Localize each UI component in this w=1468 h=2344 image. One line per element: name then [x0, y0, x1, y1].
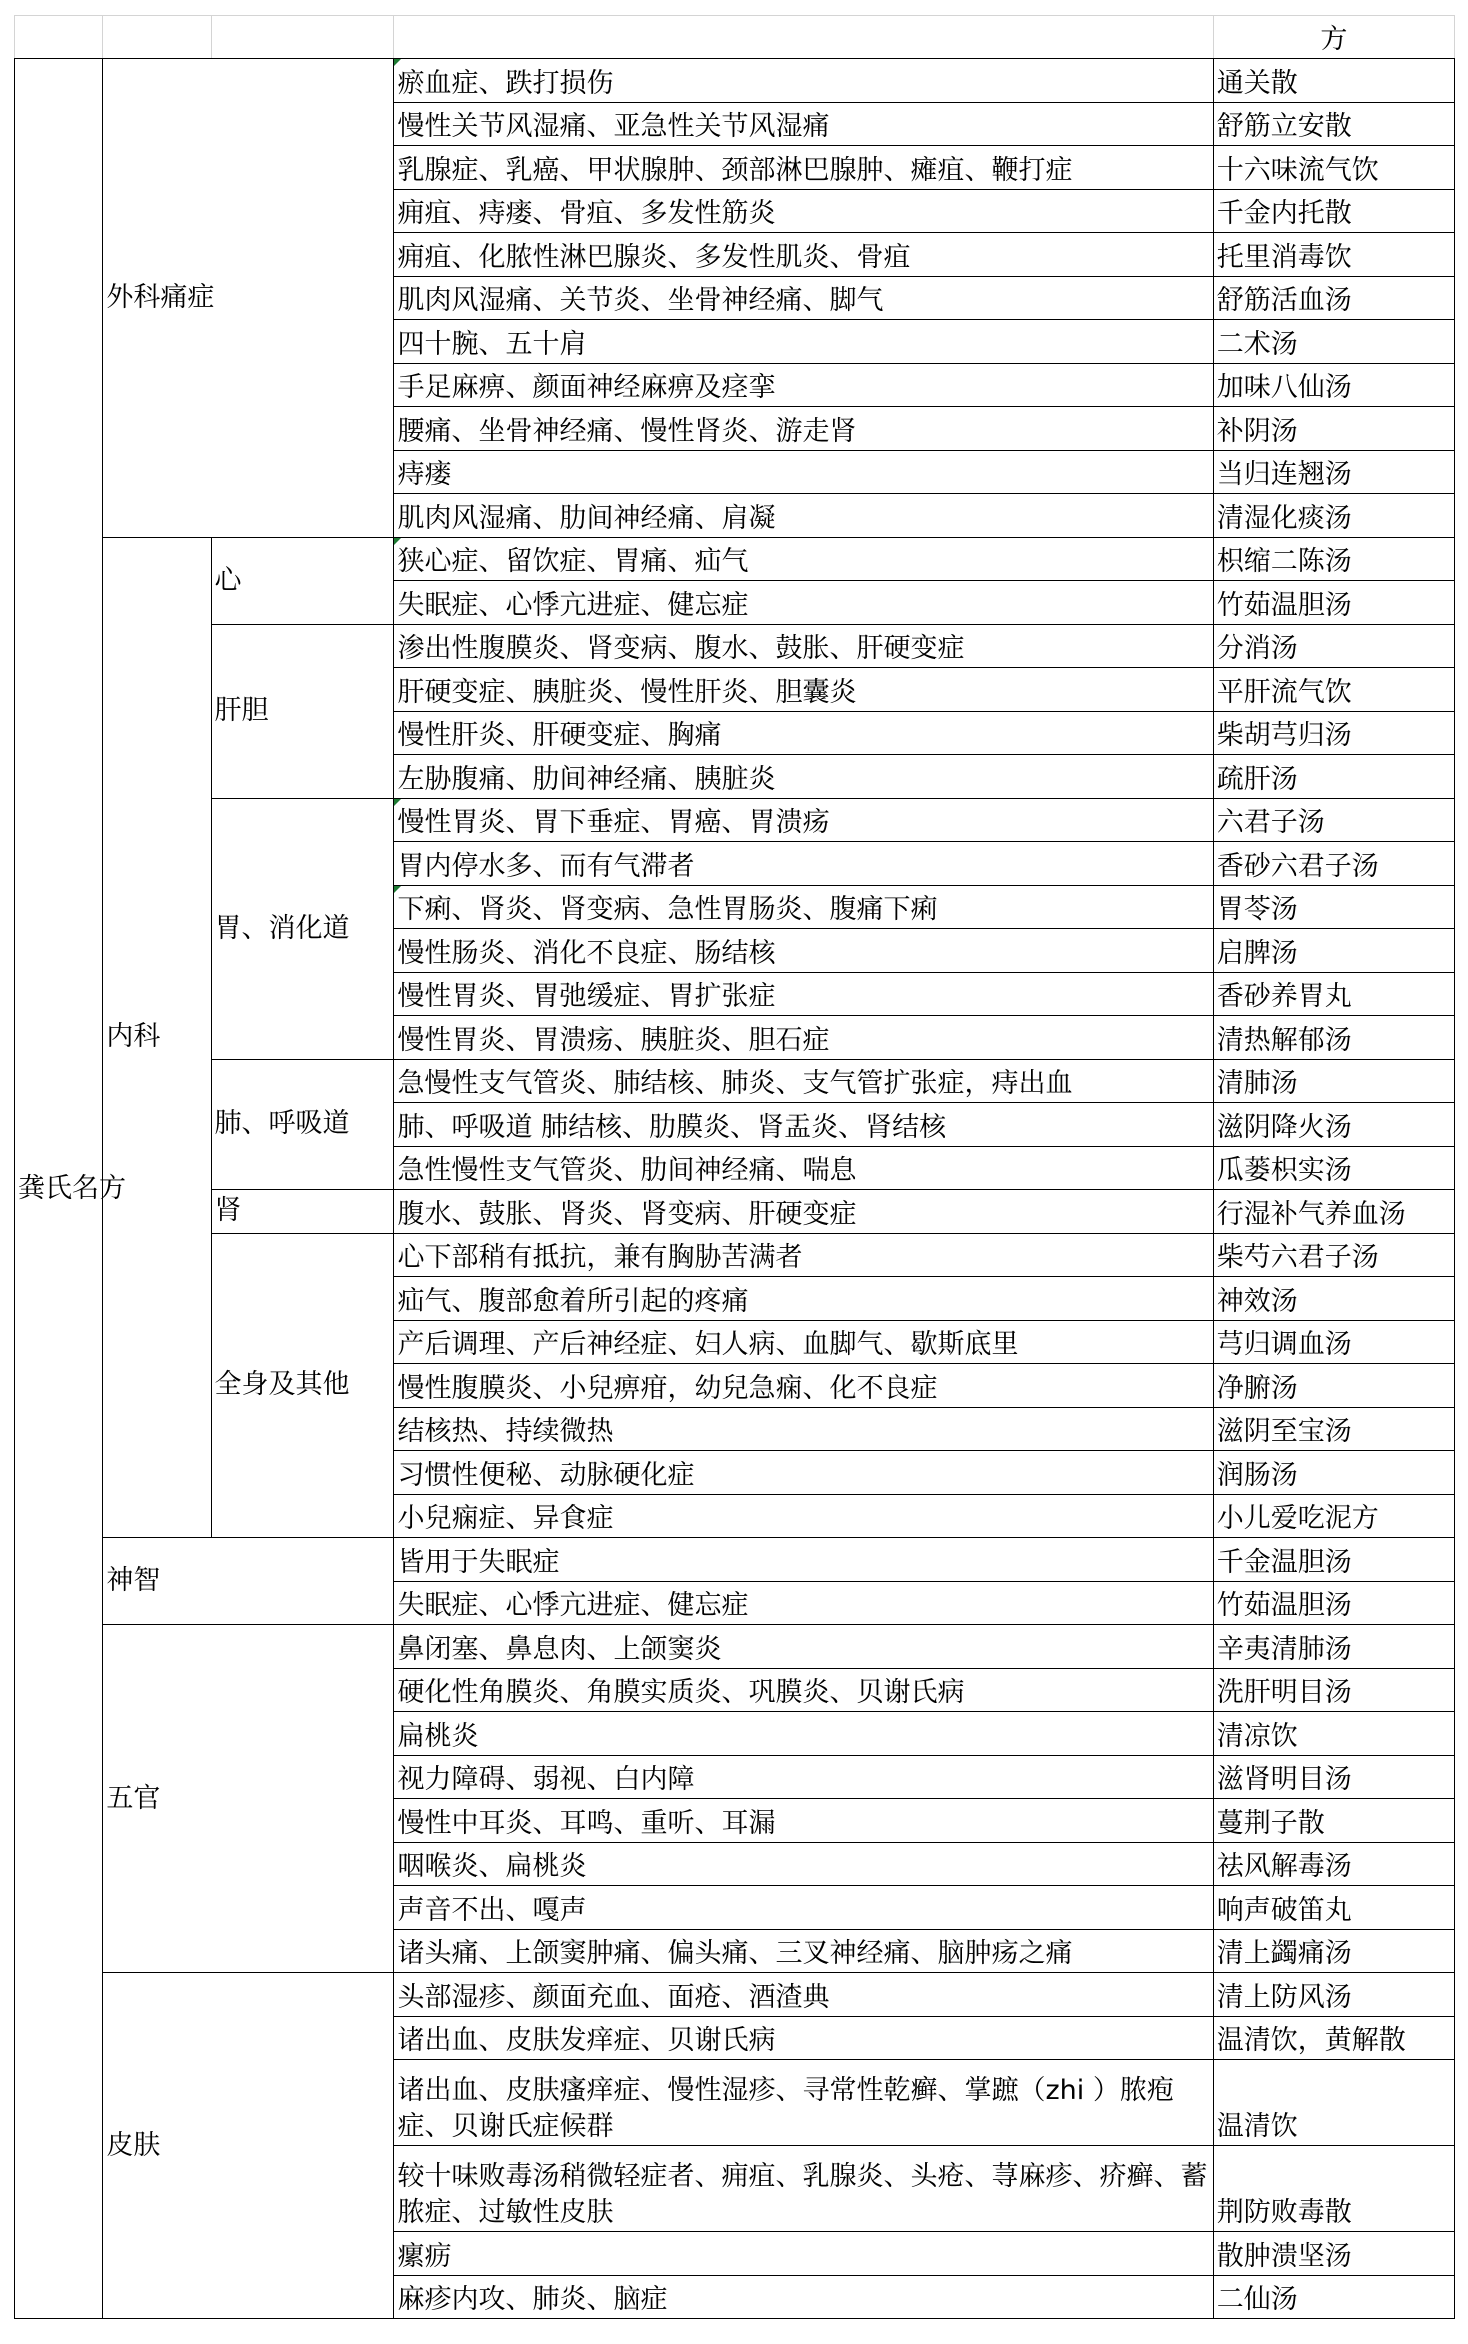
table-row	[15, 624, 1455, 668]
indication-cell[interactable]: 慢性胃炎、胃溃疡、胰脏炎、胆石症	[394, 1016, 1213, 1060]
subcategory-cell[interactable]: 肝胆	[211, 624, 394, 798]
prescription-cell[interactable]: 十六味流气饮	[1213, 146, 1454, 190]
indication-cell[interactable]: 慢性肝炎、肝硬变症、胸痛	[394, 711, 1213, 755]
indication-cell[interactable]: 慢性胃炎、胃下垂症、胃癌、胃溃疡	[394, 798, 1213, 842]
table-row	[15, 1973, 1455, 2017]
indication-cell[interactable]: 乳腺症、乳癌、甲状腺肿、颈部淋巴腺肿、瘫疽、鞭打症	[394, 146, 1213, 190]
category-cell[interactable]: 五官	[103, 1625, 394, 1973]
category-cell[interactable]: 皮肤	[103, 1973, 394, 2319]
prescription-cell[interactable]: 滋阴至宝汤	[1213, 1407, 1454, 1451]
prescription-cell[interactable]: 舒筋立安散	[1213, 102, 1454, 146]
indication-cell[interactable]: 硬化性角膜炎、角膜实质炎、巩膜炎、贝谢氏病	[394, 1668, 1213, 1712]
indication-cell[interactable]: 肌肉风湿痛、关节炎、坐骨神经痛、脚气	[394, 276, 1213, 320]
prescription-cell[interactable]: 净腑汤	[1213, 1364, 1454, 1408]
indication-cell[interactable]: 下痢、肾炎、肾变病、急性胃肠炎、腹痛下痢	[394, 885, 1213, 929]
prescription-cell[interactable]: 神效汤	[1213, 1277, 1454, 1321]
indication-cell[interactable]: 结核热、持续微热	[394, 1407, 1213, 1451]
indication-cell[interactable]: 视力障碍、弱视、白内障	[394, 1755, 1213, 1799]
prescription-cell[interactable]: 清凉饮	[1213, 1712, 1454, 1756]
prescription-cell[interactable]: 温清饮	[1213, 2060, 1454, 2146]
indication-cell[interactable]: 诸出血、皮肤发痒症、贝谢氏病	[394, 2016, 1213, 2060]
prescription-cell[interactable]: 香砂养胃丸	[1213, 972, 1454, 1016]
header-cell-b[interactable]	[103, 16, 211, 59]
indication-cell[interactable]: 较十味败毒汤稍微轻症者、痈疽、乳腺炎、头疮、荨麻疹、疥癣、蓄脓症、过敏性皮肤	[394, 2146, 1213, 2232]
prescription-cell[interactable]: 枳缩二陈汤	[1213, 537, 1454, 581]
prescription-cell[interactable]: 通关散	[1213, 59, 1454, 103]
prescription-cell[interactable]: 柴芍六君子汤	[1213, 1233, 1454, 1277]
indication-cell[interactable]: 瘰疬	[394, 2232, 1213, 2276]
prescription-cell[interactable]: 蔓荆子散	[1213, 1799, 1454, 1843]
prescription-cell[interactable]: 瓜蒌枳实汤	[1213, 1146, 1454, 1190]
prescription-cell[interactable]: 洗肝明目汤	[1213, 1668, 1454, 1712]
prescription-cell[interactable]: 清上蠲痛汤	[1213, 1929, 1454, 1973]
table-row	[15, 59, 1455, 103]
prescription-cell[interactable]: 散肿溃坚汤	[1213, 2232, 1454, 2276]
prescription-cell[interactable]: 二术汤	[1213, 320, 1454, 364]
indication-cell[interactable]: 咽喉炎、扁桃炎	[394, 1842, 1213, 1886]
subcategory-cell[interactable]: 心	[211, 537, 394, 624]
prescription-cell[interactable]: 润肠汤	[1213, 1451, 1454, 1495]
prescription-cell[interactable]: 柴胡芎归汤	[1213, 711, 1454, 755]
indication-cell[interactable]: 诸出血、皮肤瘙痒症、慢性湿疹、寻常性乾癣、掌蹠（zhi ）脓疱症、贝谢氏症候群	[394, 2060, 1213, 2146]
subcategory-cell[interactable]: 肺、呼吸道	[211, 1059, 394, 1190]
prescription-cell[interactable]: 小儿爱吃泥方	[1213, 1494, 1454, 1538]
prescription-cell[interactable]: 平肝流气饮	[1213, 668, 1454, 712]
indication-cell[interactable]: 失眠症、心悸亢进症、健忘症	[394, 581, 1213, 625]
header-row	[15, 16, 1455, 59]
prescription-cell[interactable]: 分消汤	[1213, 624, 1454, 668]
prescription-cell[interactable]: 清热解郁汤	[1213, 1016, 1454, 1060]
indication-cell[interactable]: 痔瘘	[394, 450, 1213, 494]
indication-cell[interactable]: 手足麻痹、颜面神经麻痹及痉挛	[394, 363, 1213, 407]
indication-cell[interactable]: 扁桃炎	[394, 1712, 1213, 1756]
table-row	[15, 1190, 1455, 1234]
subcategory-cell[interactable]: 肾	[211, 1190, 394, 1234]
prescription-cell[interactable]: 辛夷清肺汤	[1213, 1625, 1454, 1669]
indication-cell[interactable]: 麻疹内攻、肺炎、脑症	[394, 2275, 1213, 2319]
prescription-cell[interactable]: 滋阴降火汤	[1213, 1103, 1454, 1147]
prescription-cell[interactable]: 托里消毒饮	[1213, 233, 1454, 277]
prescription-cell[interactable]: 六君子汤	[1213, 798, 1454, 842]
table-row	[15, 1625, 1455, 1669]
prescription-cell[interactable]: 竹茹温胆汤	[1213, 581, 1454, 625]
indication-cell[interactable]: 慢性关节风湿痛、亚急性关节风湿痛	[394, 102, 1213, 146]
indication-cell[interactable]: 四十腕、五十肩	[394, 320, 1213, 364]
prescription-cell[interactable]: 千金温胆汤	[1213, 1538, 1454, 1582]
indication-cell[interactable]: 急性慢性支气管炎、肋间神经痛、喘息	[394, 1146, 1213, 1190]
subcategory-cell[interactable]: 全身及其他	[211, 1233, 394, 1538]
category-cell[interactable]: 神智	[103, 1538, 394, 1625]
indication-cell[interactable]: 急慢性支气管炎、肺结核、肺炎、支气管扩张症，痔出血	[394, 1059, 1213, 1103]
prescription-cell[interactable]: 清上防风汤	[1213, 1973, 1454, 2017]
indication-cell[interactable]: 慢性腹膜炎、小兒痹疳，幼兒急痫、化不良症	[394, 1364, 1213, 1408]
header-cell-d[interactable]	[394, 16, 1213, 59]
prescription-cell[interactable]: 当归连翘汤	[1213, 450, 1454, 494]
prescription-cell[interactable]: 胃苓汤	[1213, 885, 1454, 929]
indication-cell[interactable]: 心下部稍有抵抗，兼有胸胁苦满者	[394, 1233, 1213, 1277]
prescription-cell[interactable]: 竹茹温胆汤	[1213, 1581, 1454, 1625]
header-cell-a[interactable]	[15, 16, 103, 59]
table-row	[15, 1233, 1455, 1277]
prescription-cell[interactable]: 香砂六君子汤	[1213, 842, 1454, 886]
table-row	[15, 798, 1455, 842]
indication-cell[interactable]: 痈疽、痔瘘、骨疽、多发性筋炎	[394, 189, 1213, 233]
indication-cell[interactable]: 痈疽、化脓性淋巴腺炎、多发性肌炎、骨疽	[394, 233, 1213, 277]
indication-cell[interactable]: 肝硬变症、胰脏炎、慢性肝炎、胆囊炎	[394, 668, 1213, 712]
prescription-cell[interactable]: 响声破笛丸	[1213, 1886, 1454, 1930]
indication-cell[interactable]: 腹水、鼓胀、肾炎、肾变病、肝硬变症	[394, 1190, 1213, 1234]
indication-cell[interactable]: 狭心症、留饮症、胃痛、疝气	[394, 537, 1213, 581]
indication-cell[interactable]: 慢性中耳炎、耳鸣、重听、耳漏	[394, 1799, 1213, 1843]
indication-cell[interactable]: 慢性肠炎、消化不良症、肠结核	[394, 929, 1213, 973]
indication-cell[interactable]: 渗出性腹膜炎、肾变病、腹水、鼓胀、肝硬变症	[394, 624, 1213, 668]
header-cell-c[interactable]	[211, 16, 394, 59]
indication-cell[interactable]: 习惯性便秘、动脉硬化症	[394, 1451, 1213, 1495]
indication-cell[interactable]: 肺、呼吸道 肺结核、肋膜炎、肾盂炎、肾结核	[394, 1103, 1213, 1147]
indication-cell[interactable]: 诸头痛、上颌窦肿痛、偏头痛、三叉神经痛、脑肿疡之痛	[394, 1929, 1213, 1973]
prescription-cell[interactable]: 芎归调血汤	[1213, 1320, 1454, 1364]
prescription-cell[interactable]: 启脾汤	[1213, 929, 1454, 973]
indication-cell[interactable]: 产后调理、产后神经症、妇人病、血脚气、歇斯底里	[394, 1320, 1213, 1364]
prescription-cell[interactable]: 祛风解毒汤	[1213, 1842, 1454, 1886]
prescription-cell[interactable]: 二仙汤	[1213, 2275, 1454, 2319]
indication-cell[interactable]: 慢性胃炎、胃弛缓症、胃扩张症	[394, 972, 1213, 1016]
indication-cell[interactable]: 小兒痫症、异食症	[394, 1494, 1213, 1538]
prescription-cell[interactable]: 行湿补气养血汤	[1213, 1190, 1454, 1234]
prescription-cell[interactable]: 清肺汤	[1213, 1059, 1454, 1103]
indication-cell[interactable]: 肌肉风湿痛、肋间神经痛、肩凝	[394, 494, 1213, 538]
indication-cell[interactable]: 鼻闭塞、鼻息肉、上颌窦炎	[394, 1625, 1213, 1669]
prescription-cell[interactable]: 滋肾明目汤	[1213, 1755, 1454, 1799]
prescription-cell[interactable]: 温清饮，黄解散	[1213, 2016, 1454, 2060]
indication-cell[interactable]: 左胁腹痛、肋间神经痛、胰脏炎	[394, 755, 1213, 799]
prescription-cell[interactable]: 疏肝汤	[1213, 755, 1454, 799]
table-row	[15, 1538, 1455, 1582]
prescription-cell[interactable]: 舒筋活血汤	[1213, 276, 1454, 320]
prescription-cell[interactable]: 加味八仙汤	[1213, 363, 1454, 407]
table-row	[15, 537, 1455, 581]
indication-cell[interactable]: 疝气、腹部愈着所引起的疼痛	[394, 1277, 1213, 1321]
indication-cell[interactable]: 声音不出、嘎声	[394, 1886, 1213, 1930]
prescription-cell[interactable]: 补阴汤	[1213, 407, 1454, 451]
header-cell-rx[interactable]: 方	[1213, 16, 1454, 59]
prescription-cell[interactable]: 荆防败毒散	[1213, 2146, 1454, 2232]
prescription-table	[14, 15, 1455, 2319]
indication-cell[interactable]: 瘀血症、跌打损伤	[394, 59, 1213, 103]
root-category-cell[interactable]: 龚氏名方	[15, 59, 103, 2319]
prescription-cell[interactable]: 清湿化痰汤	[1213, 494, 1454, 538]
indication-cell[interactable]: 头部湿疹、颜面充血、面疮、酒渣典	[394, 1973, 1213, 2017]
table-row	[15, 1059, 1455, 1103]
indication-cell[interactable]: 皆用于失眠症	[394, 1538, 1213, 1582]
indication-cell[interactable]: 失眠症、心悸亢进症、健忘症	[394, 1581, 1213, 1625]
subcategory-cell[interactable]: 胃、消化道	[211, 798, 394, 1059]
indication-cell[interactable]: 胃内停水多、而有气滞者	[394, 842, 1213, 886]
category-cell[interactable]: 内科	[103, 537, 211, 1538]
prescription-cell[interactable]: 千金内托散	[1213, 189, 1454, 233]
indication-cell[interactable]: 腰痛、坐骨神经痛、慢性肾炎、游走肾	[394, 407, 1213, 451]
category-cell[interactable]: 外科痛症	[103, 59, 394, 538]
